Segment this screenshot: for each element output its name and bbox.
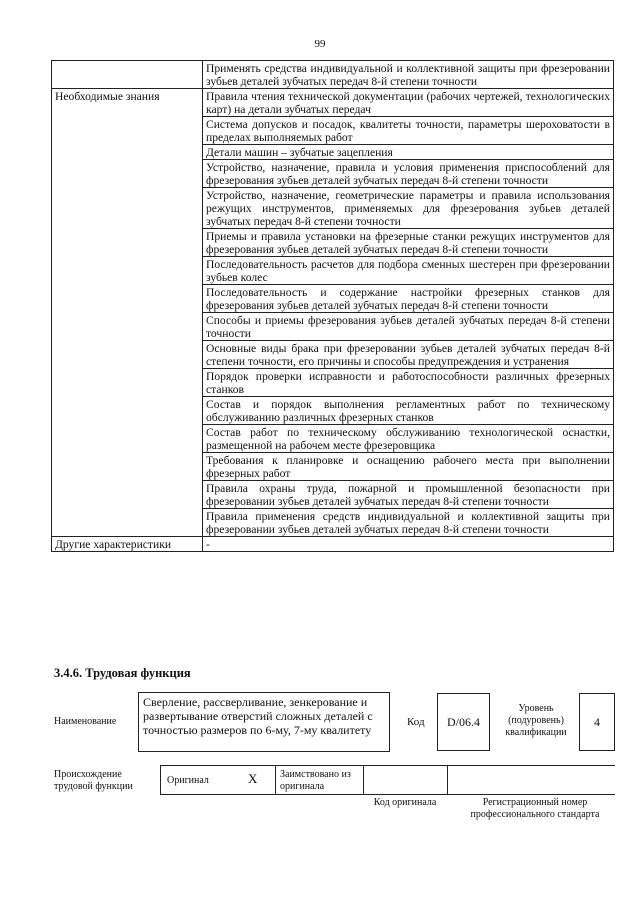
requirements-table	[51, 60, 614, 552]
description-cell: Применять средства индивидуальной и коллективной защиты при фрезеровании зубьев деталей зубчатых передач 8-й степени точности	[203, 61, 614, 89]
category-cell	[52, 61, 203, 89]
category-cell: Другие характеристики	[52, 537, 203, 552]
description-cell: Состав работ по техническому обслуживанию технологической оснастки, размещенной на рабочем месте фрезеровщика	[203, 425, 614, 453]
description-cell: Состав и порядок выполнения регламентных работ по техническому обслуживанию различных фрезерных станков	[203, 397, 614, 425]
table-row	[52, 89, 614, 117]
original-label: Оригинал	[167, 775, 209, 786]
description-cell: Детали машин – зубчатые зацепления	[203, 145, 614, 160]
description-cell: Правила чтения технической документации (рабочих чертежей, технологических карт) на детали зубчатых передач	[203, 89, 614, 117]
description-cell: Основные виды брака при фрезеровании зубьев деталей зубчатых передач 8-й степени точности, его причины и способы предупреждения и устранения	[203, 341, 614, 369]
section-title: 3.4.6. Трудовая функция	[54, 666, 191, 680]
code-original-label: Код оригинала	[373, 797, 437, 808]
origin-divider-1	[160, 765, 161, 794]
description-cell: Устройство, назначение, правила и условия применения приспособлений для фрезерования зубьев деталей зубчатых передач 8-й степени точности	[203, 160, 614, 188]
description-cell: Последовательность и содержание настройки фрезерных станков для фрезерования зубьев деталей зубчатых передач 8-й степени точности	[203, 285, 614, 313]
description-cell: Порядок проверки исправности и работоспособности различных фрезерных станков	[203, 369, 614, 397]
description-cell: Требования к планировке и оснащению рабочего места при выполнении фрезерных работ	[203, 453, 614, 481]
code-field: D/06.4	[437, 693, 490, 751]
table-row	[52, 537, 614, 552]
description-cell: Система допусков и посадок, квалитеты точности, параметры шероховатости в пределах выполняемых работ	[203, 117, 614, 145]
category-cell: Необходимые знания	[52, 89, 203, 537]
table-row	[52, 61, 614, 89]
description-cell: Правила применения средств индивидуальной и коллективной защиты при фрезеровании зубьев деталей зубчатых передач 8-й степени точности	[203, 509, 614, 537]
description-cell: Правила охраны труда, пожарной и промышленной безопасности при фрезеровании зубьев деталей зубчатых передач 8-й степени точности	[203, 481, 614, 509]
description-cell: Способы и приемы фрезерования зубьев деталей зубчатых передач 8-й степени точности	[203, 313, 614, 341]
origin-bottom-line	[160, 794, 615, 795]
description-cell: Устройство, назначение, геометрические параметры и правила использования режущих инструментов, применяемых для фрезерования зубьев деталей зубчатых передач 8-й степени точности	[203, 188, 614, 229]
reg-number-label: Регистрационный номер профессионального стандарта	[470, 797, 600, 820]
page-number: 99	[314, 38, 326, 50]
description-cell: Последовательность расчетов для подбора сменных шестерен при фрезеровании зубьев колес	[203, 257, 614, 285]
origin-divider-4	[447, 765, 448, 794]
origin-top-line	[160, 765, 615, 766]
level-label: Уровень (подуровень) квалификации	[505, 703, 567, 738]
function-name-field: Сверление, рассверливание, зенкерование и развертывание отверстий сложных деталей с точностью размеров по 6-му, 7-му квалитету	[138, 692, 390, 752]
name-label: Наименование	[54, 716, 117, 727]
description-cell: -	[203, 537, 614, 552]
code-label: Код	[407, 716, 425, 728]
origin-label: Происхождение трудовой функции	[54, 769, 133, 792]
description-cell: Приемы и правила установки на фрезерные станки режущих инструментов для фрезерования зубьев деталей зубчатых передач 8-й степени точности	[203, 229, 614, 257]
borrowed-label: Заимствовано из оригинала	[280, 769, 351, 792]
level-field: 4	[579, 693, 615, 751]
original-mark: X	[248, 771, 258, 786]
origin-divider-2	[275, 765, 276, 794]
